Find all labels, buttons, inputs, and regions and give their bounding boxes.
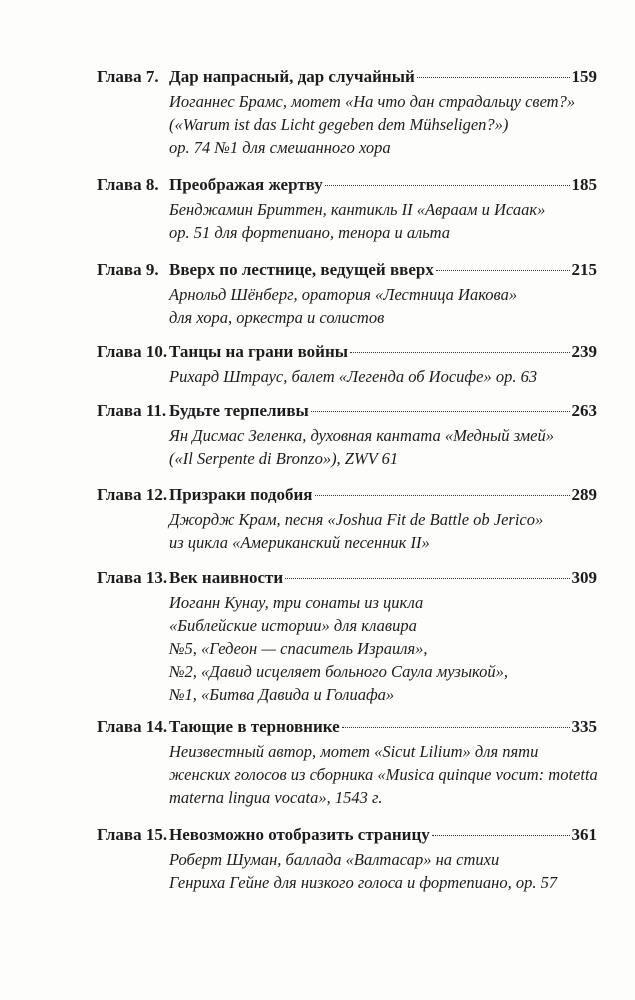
chapter-label: Глава 13. [97,568,168,587]
chapter-description-line: Джордж Крам, песня «Joshua Fit de Battle ob Jerico» [169,510,544,529]
chapter-label: Глава 11. [97,401,167,420]
page-number: 159 [571,67,597,86]
page-number: 289 [571,485,597,504]
chapter-description-line: женских голосов из сборника «Musica quinque vocum: motetta [169,765,598,784]
chapter-description-line: из цикла «Американский песенник II» [169,533,430,552]
toc-entry [97,565,597,706]
chapter-title: Тающие в терновнике [169,717,340,736]
page-number: 215 [571,260,597,279]
chapter-heading-line [97,714,597,740]
chapter-description-line: Ян Дисмас Зеленка, духовная кантата «Медный змей» [169,426,554,445]
chapter-title-row [169,714,597,740]
chapter-title: Призраки подобия [169,485,313,504]
chapter-heading-line [97,172,597,198]
chapter-heading-line [97,822,597,848]
chapter-description-line: Рихард Штраус, балет «Легенда об Иосифе» ор. 63 [169,367,538,386]
page-number: 309 [571,568,597,587]
chapter-description-line: №5, «Гедеон — спаситель Израиля», [169,639,428,658]
toc-entry [97,257,597,329]
dot-leader [350,352,569,353]
dot-leader [417,77,570,78]
chapter-title-row [169,398,597,424]
chapter-title: Дар напрасный, дар случайный [169,67,415,86]
toc-entry [97,64,597,159]
chapter-description-line: ор. 74 №1 для смешанного хора [169,138,391,157]
chapter-heading-line [97,482,597,508]
chapter-description-line: для хора, оркестра и солистов [169,308,385,327]
toc-entry [97,172,597,244]
chapter-description-line: Генриха Гейне для низкого голоса и фортепиано, ор. 57 [169,873,558,892]
chapter-label: Глава 10. [97,342,168,361]
page-number: 335 [571,717,597,736]
dot-leader [436,270,570,271]
chapter-label: Глава 9. [97,260,159,279]
chapter-heading-line [97,565,597,591]
chapter-title: Век наивности [169,568,284,587]
chapter-label: Глава 8. [97,175,159,194]
chapter-heading-line [97,257,597,283]
dot-leader [311,411,570,412]
chapter-title-row [169,257,597,283]
chapter-label: Глава 15. [97,825,168,844]
dot-leader [432,835,570,836]
chapter-description-line: («Il Serpente di Bronzo»), ZWV 61 [169,449,399,468]
chapter-description-line: Роберт Шуман, баллада «Валтасар» на стихи [169,850,500,869]
page-number: 185 [571,175,597,194]
chapter-description-line: materna lingua vocata», 1543 г. [169,788,383,807]
dot-leader [285,578,569,579]
page-number: 239 [571,342,597,361]
chapter-title-row [169,482,597,508]
chapter-description-line: Арнольд Шёнберг, оратория «Лестница Иакова» [169,285,518,304]
chapter-label: Глава 12. [97,485,168,504]
toc-entry [97,482,597,554]
dot-leader [325,185,570,186]
chapter-description-line: Неизвестный автор, мотет «Sicut Lilium» для пяти [169,742,539,761]
chapter-label: Глава 14. [97,717,168,736]
chapter-title-row [169,172,597,198]
chapter-description-line: Бенджамин Бриттен, кантикль II «Авраам и Исаак» [169,200,546,219]
chapter-title: Будьте терпеливы [169,401,309,420]
chapter-description-line: Иоганн Кунау, три сонаты из цикла [169,593,424,612]
dot-leader [342,727,570,728]
page-number: 263 [571,401,597,420]
toc-entry [97,714,597,809]
dot-leader [315,495,570,496]
chapter-description-line: ор. 51 для фортепиано, тенора и альта [169,223,450,242]
chapter-title-row [169,565,597,591]
chapter-description-line: №2, «Давид исцеляет больного Саула музыкой», [169,662,508,681]
chapter-description-line: №1, «Битва Давида и Голиафа» [169,685,395,704]
chapter-title: Невозможно отобразить страницу [169,825,430,844]
chapter-title: Вверх по лестнице, ведущей вверх [169,260,434,279]
toc-entry [97,822,597,894]
toc-entry [97,339,597,388]
chapter-heading-line [97,398,597,424]
chapter-description-line: Иоганнес Брамс, мотет «На что дан страдальцу свет?» [169,92,576,111]
chapter-heading-line [97,339,597,365]
chapter-label: Глава 7. [97,67,159,86]
toc-entry [97,398,597,470]
chapter-title: Танцы на грани войны [169,342,349,361]
page-number: 361 [571,825,597,844]
chapter-heading-line [97,64,597,90]
chapter-title-row [169,339,597,365]
chapter-title-row [169,64,597,90]
chapter-description-line: («Warum ist das Licht gegeben dem Mühseligen?») [169,115,509,134]
chapter-title-row [169,822,597,848]
chapter-title: Преображая жертву [169,175,323,194]
chapter-description-line: «Библейские истории» для клавира [169,616,417,635]
